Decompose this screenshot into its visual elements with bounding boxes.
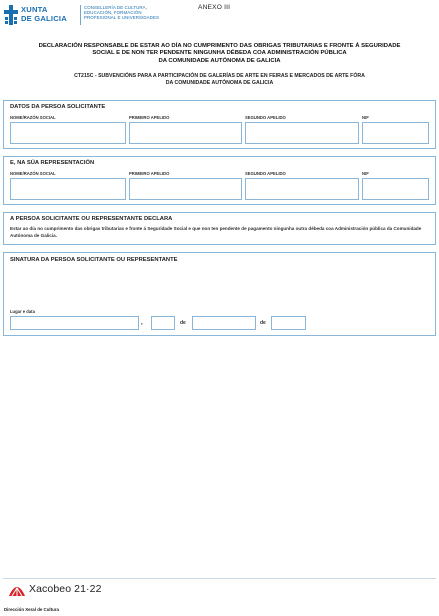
representative-second-surname-field[interactable] — [245, 178, 359, 200]
document-title — [10, 43, 429, 65]
footer-direction: Dirección Xeral de Cultura — [4, 607, 59, 612]
representative-name-field[interactable] — [10, 178, 126, 200]
representative-section-title: E, NA SÚA REPRESENTACIÓN — [10, 160, 95, 166]
xunta-line-2: DE GALICIA — [21, 14, 67, 23]
representative-first-surname-label: PRIMEIRO APELIDO — [129, 171, 170, 176]
conselleria-line-3: PROFESIONAL E UNIVERSIDADES — [84, 15, 159, 20]
place-date-label: Lugar e data — [10, 309, 35, 314]
representative-nif-label: NIF — [362, 171, 369, 176]
representative-section — [3, 156, 436, 205]
title-line-1: DECLARACIÓN RESPONSABLE DE ESTAR AO DÍA NO CUMPRIMENTO DAS OBRIGAS TRIBUTARIAS E FRONTE Á SEGURIDADE — [38, 43, 401, 49]
month-field[interactable] — [192, 316, 256, 330]
signature-section — [3, 252, 436, 336]
footer-divider — [3, 578, 436, 579]
representative-second-surname-label: SEGUNDO APELIDO — [245, 171, 286, 176]
applicant-first-surname-label: PRIMEIRO APELIDO — [129, 115, 170, 120]
xacobeo-logo — [8, 583, 118, 599]
applicant-second-surname-field[interactable] — [245, 122, 359, 144]
subtitle-line-1: CT215C - SUBVENCIÓNS PARA A PARTICIPACIÓN DE GALERÍAS DE ARTE EN FEIRAS E MERCADOS DE ARTE FÓRA — [74, 73, 365, 79]
xacobeo-wordmark: Xacobeo 21·22 — [29, 583, 102, 595]
applicant-section — [3, 100, 436, 149]
applicant-nif-label: NIF — [362, 115, 369, 120]
procedure-subtitle — [10, 73, 429, 86]
xunta-logo — [4, 4, 180, 26]
title-line-2: SOCIAL E DE NON TER PENDENTE NINGUNHA DÉBEDA COA ADMINISTRACIÓN PÚBLICA — [92, 50, 347, 57]
de-label-2: de — [260, 320, 266, 326]
applicant-section-title: DATOS DA PERSOA SOLICITANTE — [10, 104, 106, 110]
applicant-first-surname-field[interactable] — [129, 122, 242, 144]
applicant-name-label: NOME/RAZÓN SOCIAL — [10, 115, 56, 120]
logo-divider — [80, 5, 81, 25]
applicant-name-field[interactable] — [10, 122, 126, 144]
xunta-line-1: XUNTA — [21, 5, 48, 14]
subtitle-line-2: DA COMUNIDADE AUTÓNOMA DE GALICIA — [165, 79, 274, 86]
xunta-cross-icon — [4, 5, 18, 25]
de-label-1: de — [180, 320, 186, 326]
place-field[interactable] — [10, 316, 139, 330]
comma-separator: , — [141, 320, 143, 326]
title-line-3: DA COMUNIDADE AUTÓNOMA DE GALICIA — [158, 57, 281, 64]
signature-section-title: SINATURA DA PERSOA SOLICITANTE OU REPRESENTANTE — [10, 257, 178, 263]
conselleria-name — [84, 5, 184, 20]
declaration-text: Estar ao día no cumprimento das obrigas tributarias e fronte á Seguridade Social e que non ten pendente de pagamento ningunha outra débeda coa Administración pública da Comunidade Autónoma de Galicia. — [10, 226, 422, 238]
xunta-wordmark — [21, 5, 77, 23]
day-field[interactable] — [151, 316, 175, 330]
declaration-section-title: A PERSOA SOLICITANTE OU REPRESENTANTE DECLARA — [10, 216, 173, 222]
declaration-section — [3, 212, 436, 245]
applicant-nif-field[interactable] — [362, 122, 429, 144]
representative-name-label: NOME/RAZÓN SOCIAL — [10, 171, 56, 176]
representative-first-surname-field[interactable] — [129, 178, 242, 200]
xacobeo-shell-icon — [8, 584, 26, 597]
annex-label: ANEXO III — [198, 4, 231, 11]
conselleria-line-2: EDUCACIÓN, FORMACIÓN — [84, 10, 142, 15]
year-field[interactable] — [271, 316, 306, 330]
representative-nif-field[interactable] — [362, 178, 429, 200]
applicant-second-surname-label: SEGUNDO APELIDO — [245, 115, 286, 120]
conselleria-line-1: CONSELLERÍA DE CULTURA, — [84, 5, 147, 10]
